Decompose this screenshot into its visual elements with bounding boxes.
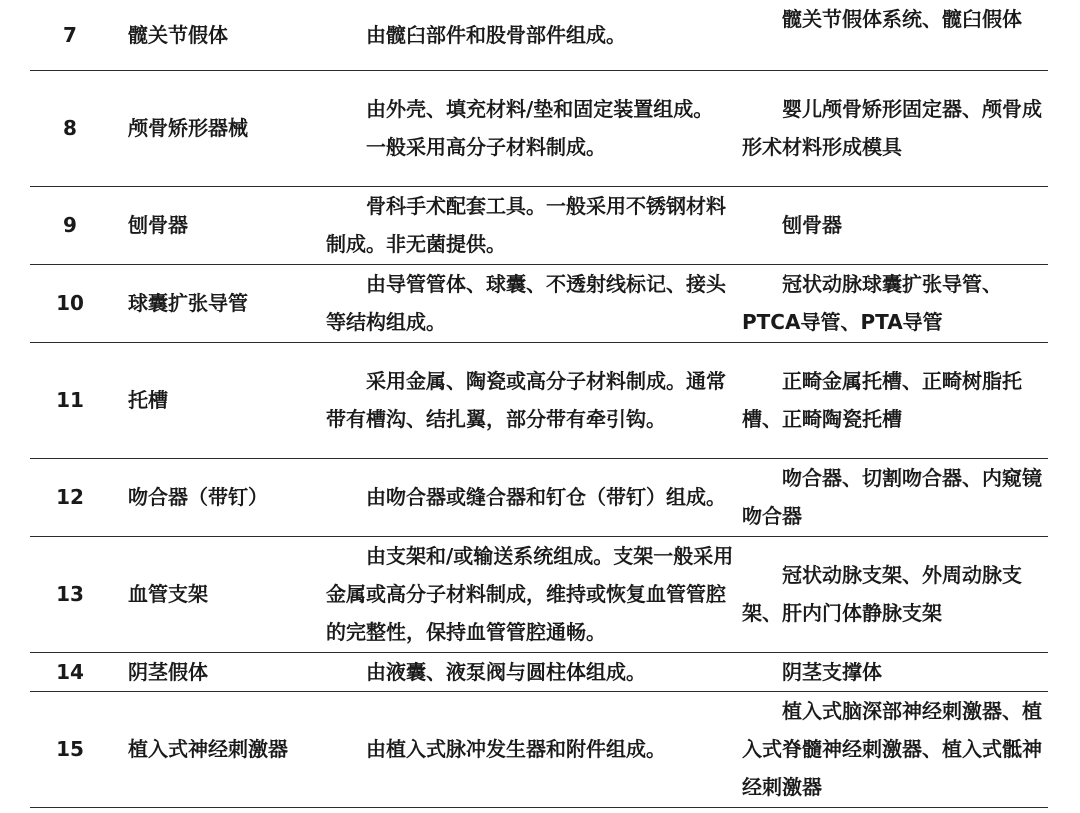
examples-paragraph: 冠状动脉球囊扩张导管、PTCA导管、PTA导管 (742, 272, 1002, 334)
device-name: 植入式神经刺激器 (128, 737, 288, 761)
table-row (30, 342, 1048, 458)
device-name: 阴茎假体 (128, 659, 208, 684)
row-number: 15 (56, 737, 84, 761)
device-examples (742, 458, 1048, 536)
examples-paragraph: 刨骨器 (782, 213, 842, 237)
device-name: 血管支架 (128, 582, 208, 606)
description-paragraph: 由髋臼部件和股骨部件组成。 (366, 22, 626, 47)
description-paragraph: 由植入式脉冲发生器和附件组成。 (366, 737, 666, 761)
row-number: 12 (56, 485, 84, 509)
table-row (30, 70, 1048, 186)
table-row (30, 536, 1048, 652)
device-description (326, 691, 742, 807)
table-row (30, 264, 1048, 342)
device-table (30, 0, 1048, 808)
device-examples (742, 691, 1048, 807)
examples-paragraph: 冠状动脉支架、外周动脉支架、肝内门体静脉支架 (742, 563, 1022, 625)
device-examples (742, 70, 1048, 186)
device-description (326, 342, 742, 458)
row-number: 10 (56, 291, 84, 315)
device-description (326, 536, 742, 652)
examples-paragraph: 婴儿颅骨矫形固定器、颅骨成形术材料形成模具 (742, 97, 1042, 159)
device-description (326, 70, 742, 186)
device-examples (742, 264, 1048, 342)
description-paragraph: 由外壳、填充材料/垫和固定装置组成。 (366, 97, 714, 121)
description-paragraph: 骨科手术配套工具。一般采用不锈钢材料制成。非无菌提供。 (326, 194, 726, 256)
examples-paragraph: 植入式脑深部神经刺激器、植入式脊髓神经刺激器、植入式骶神经刺激器 (742, 699, 1042, 799)
device-description (326, 652, 742, 691)
examples-paragraph: 阴茎支撑体 (782, 659, 882, 684)
device-description (326, 186, 742, 264)
device-examples (742, 342, 1048, 458)
row-number: 11 (56, 388, 84, 412)
device-name: 吻合器（带钉） (128, 485, 268, 509)
device-name: 颅骨矫形器械 (128, 116, 248, 140)
row-number: 7 (63, 22, 77, 47)
device-examples (742, 0, 1048, 70)
table-row (30, 691, 1048, 807)
description-paragraph: 由吻合器或缝合器和钉仓（带钉）组成。 (366, 485, 726, 509)
row-number: 14 (56, 659, 84, 684)
device-examples (742, 186, 1048, 264)
row-number: 13 (56, 582, 84, 606)
row-number: 8 (63, 116, 77, 140)
description-paragraph: 由导管管体、球囊、不透射线标记、接头等结构组成。 (326, 272, 726, 334)
table-row (30, 458, 1048, 536)
row-number: 9 (63, 213, 77, 237)
description-paragraph: 一般采用高分子材料制成。 (366, 135, 606, 159)
description-paragraph: 采用金属、陶瓷或高分子材料制成。通常带有槽沟、结扎翼，部分带有牵引钩。 (326, 369, 726, 431)
examples-paragraph: 髋关节假体系统、髋臼假体 (782, 7, 1022, 31)
examples-paragraph: 正畸金属托槽、正畸树脂托槽、正畸陶瓷托槽 (742, 369, 1022, 431)
device-name: 球囊扩张导管 (128, 291, 248, 315)
device-name: 刨骨器 (128, 213, 188, 237)
device-examples (742, 536, 1048, 652)
table-row (30, 186, 1048, 264)
device-description (326, 0, 742, 70)
device-name: 髋关节假体 (128, 22, 228, 47)
table-row (30, 0, 1048, 70)
device-description (326, 264, 742, 342)
table-row (30, 652, 1048, 691)
examples-paragraph: 吻合器、切割吻合器、内窥镜吻合器 (742, 466, 1042, 528)
description-paragraph: 由液囊、液泵阀与圆柱体组成。 (366, 659, 646, 684)
device-description (326, 458, 742, 536)
description-paragraph: 由支架和/或输送系统组成。支架一般采用金属或高分子材料制成，维持或恢复血管管腔的完整性，保持血管管腔通畅。 (326, 544, 734, 644)
device-examples (742, 652, 1048, 691)
device-name: 托槽 (128, 388, 168, 412)
